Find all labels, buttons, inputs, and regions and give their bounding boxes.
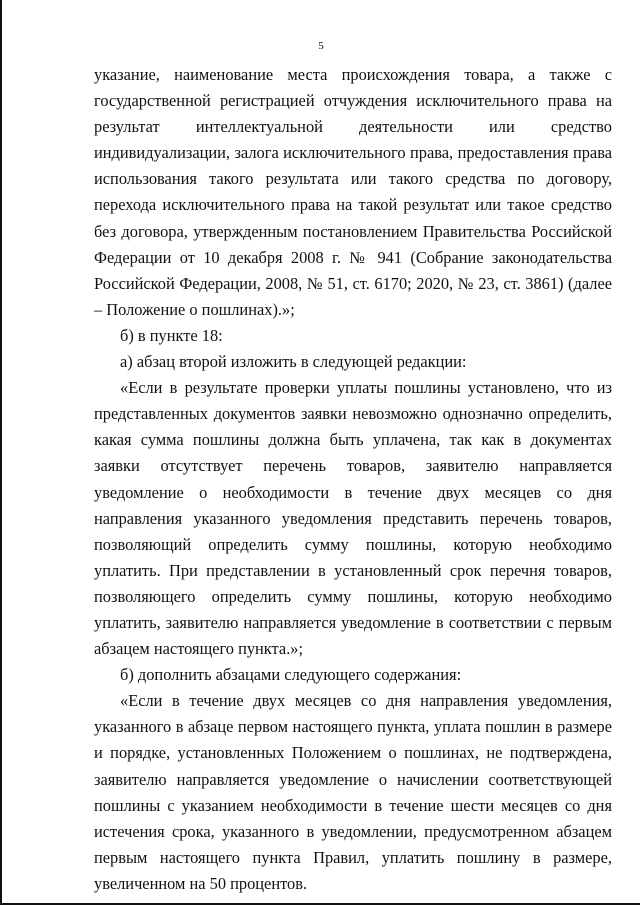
paragraph-continuation: указание, наименование места происхождения товара, а также с государственной регистрацией отчуждения исключительного права на результат интеллектуальной деятельности или средство индивидуализации, залога исключительного права, предоставления права использования такого результата или такого средства по договору, перехода исключительного права на такой результат или такое средство без договора, утвержденным постановлением Правительства Российской Федерации от 10 декабря 2008 г. № 941 (Собрание законодательства Российской Федерации, 2008, № 51, ст. 6170; 2020, № 23, ст. 3861) (далее – Положение о пошлинах).»;	[94, 65, 612, 319]
paragraph-quoted-text-2: «Если в течение двух месяцев со дня направления уведомления, указанного в абзаце первом настоящего пункта, уплата пошлин в размере и порядке, установленных Положением о пошлинах, не подтверждена, заявителю направляется уведомление о начислении соответствующей пошлины с указанием необходимости в течение шести месяцев со дня истечения срока, указанного в уведомлении, предусмотренном абзацем первым настоящего пункта Правил, уплатить пошлину в размере, увеличенном на 50 процентов.	[94, 691, 612, 893]
paragraph-subitem-b: б) дополнить абзацами следующего содержания:	[120, 665, 462, 685]
paragraph-item-point-18: б) в пункте 18:	[120, 325, 223, 345]
paragraph-subitem-a: а) абзац второй изложить в следующей редакции:	[120, 352, 467, 372]
document-body	[94, 62, 612, 897]
paragraph-quoted-text-1: «Если в результате проверки уплаты пошлины установлено, что из представленных документов заявки невозможно однозначно определить, какая сумма пошлины должна быть уплачена, так как в документах заявки отсутствует перечень товаров, заявителю направляется уведомление о необходимости в течение двух месяцев со дня направления указанного уведомления представить перечень товаров, позволяющий определить сумму пошлины, которую необходимо уплатить. При представлении в установленный срок перечня товаров, позволяющего определить сумму пошлины, которую необходимо уплатить, заявителю направляется уведомление в соответствии с первым абзацем настоящего пункта.»;	[94, 378, 612, 659]
page-number: 5	[318, 40, 324, 52]
